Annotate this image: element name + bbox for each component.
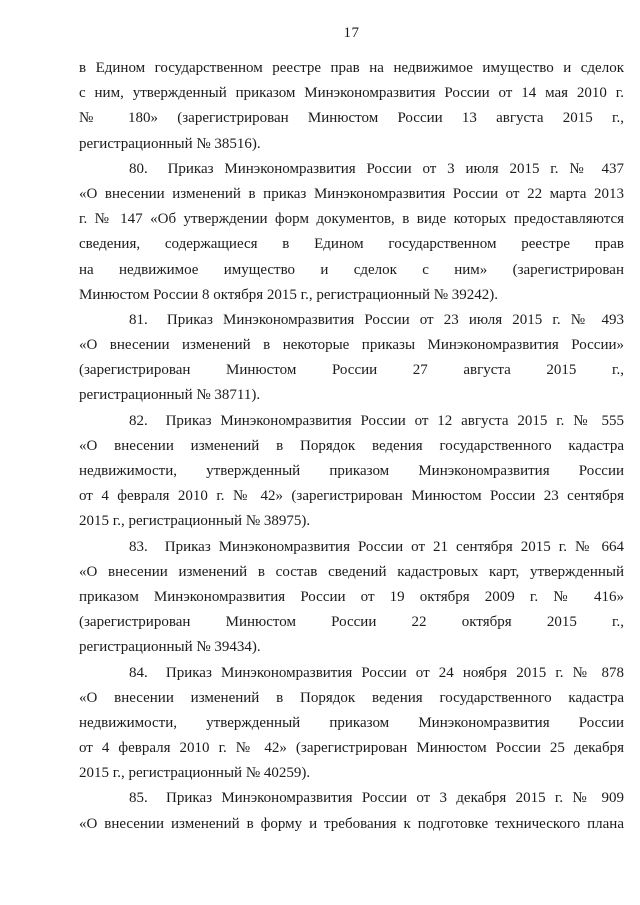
paragraph-first-line-text: Приказ Минэкономразвития России от 24 ноября 2015 г. № 878 <box>165 664 624 681</box>
paragraph-first-line-text: Приказ Минэкономразвития России от 21 сентября 2015 г. № 664 <box>164 538 624 555</box>
text-line <box>79 535 624 560</box>
text-line: «О внесении изменений в Порядок ведения государственного кадастра <box>79 689 624 706</box>
text-line: регистрационный № 39434). <box>79 639 261 656</box>
text-line: приказом Минэкономразвития России от 19 октября 2009 г. № 416» <box>79 588 624 605</box>
text-line <box>79 786 624 811</box>
text-line: № 180» (зарегистрирован Минюстом России 13 августа 2015 г., <box>79 110 624 127</box>
text-line: «О внесении изменений в форму и требования к подготовке технического плана <box>79 815 624 832</box>
paragraph <box>79 56 624 157</box>
text-line: недвижимости, утвержденный приказом Минэкономразвития России <box>79 714 624 731</box>
text-line: «О внесении изменений в некоторые приказы Минэкономразвития России» <box>79 337 624 354</box>
text-line <box>79 157 624 182</box>
paragraph-number: 81. <box>129 311 148 328</box>
paragraph-number: 80. <box>129 160 148 177</box>
paragraph-number: 82. <box>129 412 148 429</box>
paragraph-number: 85. <box>129 790 148 807</box>
paragraph <box>79 409 624 535</box>
text-line: от 4 февраля 2010 г. № 42» (зарегистрирован Минюстом России 23 сентября <box>79 488 624 505</box>
text-line: 2015 г., регистрационный № 38975). <box>79 513 311 530</box>
paragraph-first-line-text: Приказ Минэкономразвития России от 23 июля 2015 г. № 493 <box>166 311 624 328</box>
text-line: Минюстом России 8 октября 2015 г., регистрационный № 39242). <box>79 286 499 303</box>
document-body <box>79 56 624 837</box>
text-line: регистрационный № 38516). <box>79 135 261 152</box>
text-line: регистрационный № 38711). <box>79 387 261 404</box>
text-line <box>79 661 624 686</box>
text-line: на недвижимое имущество и сделок с ним» (зарегистрирован <box>79 261 624 278</box>
text-line: от 4 февраля 2010 г. № 42» (зарегистрирован Минюстом России 25 декабря <box>79 740 624 757</box>
page-number: 17 <box>343 25 360 41</box>
text-line: «О внесении изменений в Порядок ведения государственного кадастра <box>79 437 624 454</box>
text-line: с ним, утвержденный приказом Минэкономразвития России от 14 мая 2010 г. <box>79 85 624 102</box>
text-line: г. № 147 «Об утверждении форм документов, в виде которых предоставляются <box>79 211 624 228</box>
paragraph <box>79 535 624 661</box>
paragraph <box>79 157 624 308</box>
text-line: сведения, содержащиеся в Едином государственном реестре прав <box>79 236 624 253</box>
paragraph <box>79 786 624 836</box>
paragraph-number: 84. <box>129 664 148 681</box>
paragraph-number: 83. <box>129 538 148 555</box>
text-line: (зарегистрирован Минюстом России 22 октября 2015 г., <box>79 614 624 631</box>
text-line: в Едином государственном реестре прав на недвижимое имущество и сделок <box>79 60 624 76</box>
text-line: 2015 г., регистрационный № 40259). <box>79 765 311 782</box>
text-line: «О внесении изменений в состав сведений кадастровых карт, утвержденный <box>79 563 624 580</box>
text-line <box>79 409 624 434</box>
paragraph-first-line-text: Приказ Минэкономразвития России от 12 августа 2015 г. № 555 <box>165 412 624 429</box>
text-line: «О внесении изменений в приказ Минэкономразвития России от 22 марта 2013 <box>79 185 624 202</box>
text-line: (зарегистрирован Минюстом России 27 августа 2015 г., <box>79 362 624 379</box>
text-line <box>79 308 624 333</box>
paragraph-first-line-text: Приказ Минэкономразвития России от 3 декабря 2015 г. № 909 <box>166 790 624 807</box>
paragraph-first-line-text: Приказ Минэкономразвития России от 3 июля 2015 г. № 437 <box>167 160 624 177</box>
paragraph <box>79 308 624 409</box>
paragraph <box>79 661 624 787</box>
text-line: недвижимости, утвержденный приказом Минэкономразвития России <box>79 463 624 479</box>
